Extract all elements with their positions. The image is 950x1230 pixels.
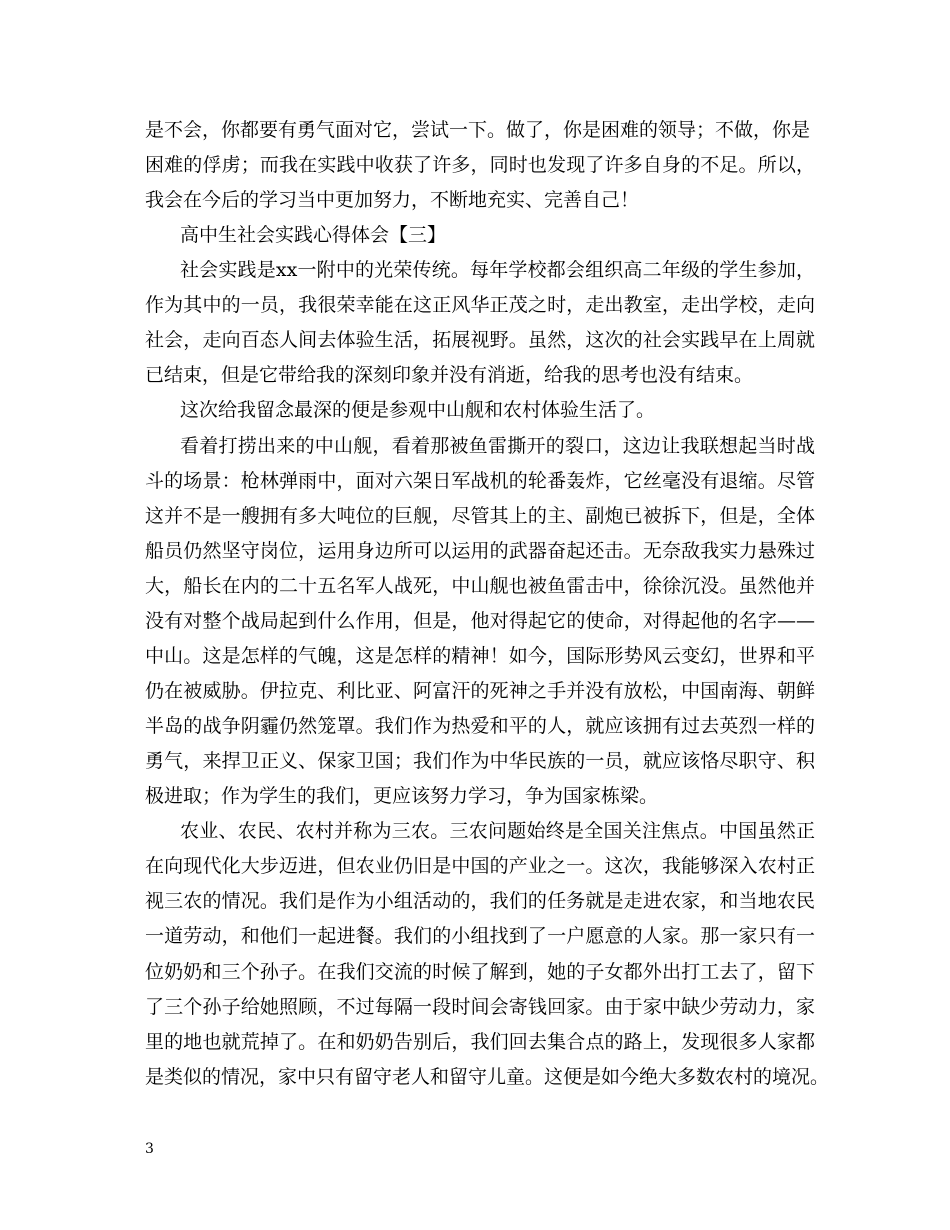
text-line: 农业、农民、农村并称为三农。三农问题始终是全国关注焦点。中国虽然正 <box>180 820 815 842</box>
text-line: 斗的场景：枪林弹雨中，面对六架日军战机的轮番轰炸，它丝毫没有退缩。尽管 <box>145 470 815 492</box>
text-line: 困难的俘虏；而我在实践中收获了许多，同时也发现了许多自身的不足。所以， <box>145 154 815 176</box>
text-line: 位奶奶和三个孙子。在我们交流的时候了解到，她的子女都外出打工去了，留下 <box>145 961 815 983</box>
text-line: 半岛的战争阴霾仍然笼罩。我们作为热爱和平的人，就应该拥有过去英烈一样的 <box>145 715 815 737</box>
text-line: 看着打捞出来的中山舰，看着那被鱼雷撕开的裂口，这边让我联想起当时战 <box>180 435 815 457</box>
text-line: 没有对整个战局起到什么作用，但是，他对得起它的使命，对得起他的名字—— <box>145 610 815 632</box>
text-line: 一道劳动，和他们一起进餐。我们的小组找到了一户愿意的人家。那一家只有一 <box>145 925 815 947</box>
text-line: 社会，走向百态人间去体验生活，拓展视野。虽然，这次的社会实践早在上周就 <box>145 329 815 351</box>
text-line: 是类似的情况，家中只有留守老人和留守儿童。这便是如今绝大多数农村的境况。 <box>145 1066 830 1088</box>
text-line: 在向现代化大步迈进，但农业仍旧是中国的产业之一。这次，我能够深入农村正 <box>145 855 815 877</box>
text-line: 已结束，但是它带给我的深刻印象并没有消逝，给我的思考也没有结束。 <box>145 364 754 386</box>
section-heading: 高中生社会实践心得体会【三】 <box>180 224 447 246</box>
page-number: 3 <box>145 1141 154 1157</box>
text-line: 是不会，你都要有勇气面对它，尝试一下。做了，你是困难的领导；不做，你是 <box>145 119 811 141</box>
text-line: 极进取；作为学生的我们，更应该努力学习，争为国家栋梁。 <box>145 785 659 807</box>
text-line: 中山。这是怎样的气魄，这是怎样的精神！如今，国际形势风云变幻，世界和平 <box>145 645 815 667</box>
text-line: 我会在今后的学习当中更加努力，不断地充实、完善自己！ <box>145 189 640 211</box>
text-line: 了三个孙子给她照顾，不过每隔一段时间会寄钱回家。由于家中缺少劳动力，家 <box>145 996 815 1018</box>
text-line: 这次给我留念最深的便是参观中山舰和农村体验生活了。 <box>180 399 656 421</box>
text-line: 视三农的情况。我们是作为小组活动的，我们的任务就是走进农家，和当地农民 <box>145 890 815 912</box>
text-line: 大，船长在内的二十五名军人战死，中山舰也被鱼雷击中，徐徐沉没。虽然他并 <box>145 575 815 597</box>
text-line: 里的地也就荒掉了。在和奶奶告别后，我们回去集合点的路上，发现很多人家都 <box>145 1031 815 1053</box>
text-line: 社会实践是xx一附中的光荣传统。每年学校都会组织高二年级的学生参加， <box>180 259 815 281</box>
text-line: 仍在被威胁。伊拉克、利比亚、阿富汗的死神之手并没有放松，中国南海、朝鲜 <box>145 680 815 702</box>
text-line: 这并不是一艘拥有多大吨位的巨舰，尽管其上的主、副炮已被拆下，但是，全体 <box>145 505 815 527</box>
text-line: 船员仍然坚守岗位，运用身边所可以运用的武器奋起还击。无奈敌我实力悬殊过 <box>145 540 815 562</box>
text-line: 作为其中的一员，我很荣幸能在这正风华正茂之时，走出教室，走出学校，走向 <box>145 294 815 316</box>
text-line: 勇气，来捍卫正义、保家卫国；我们作为中华民族的一员，就应该恪尽职守、积 <box>145 750 815 772</box>
